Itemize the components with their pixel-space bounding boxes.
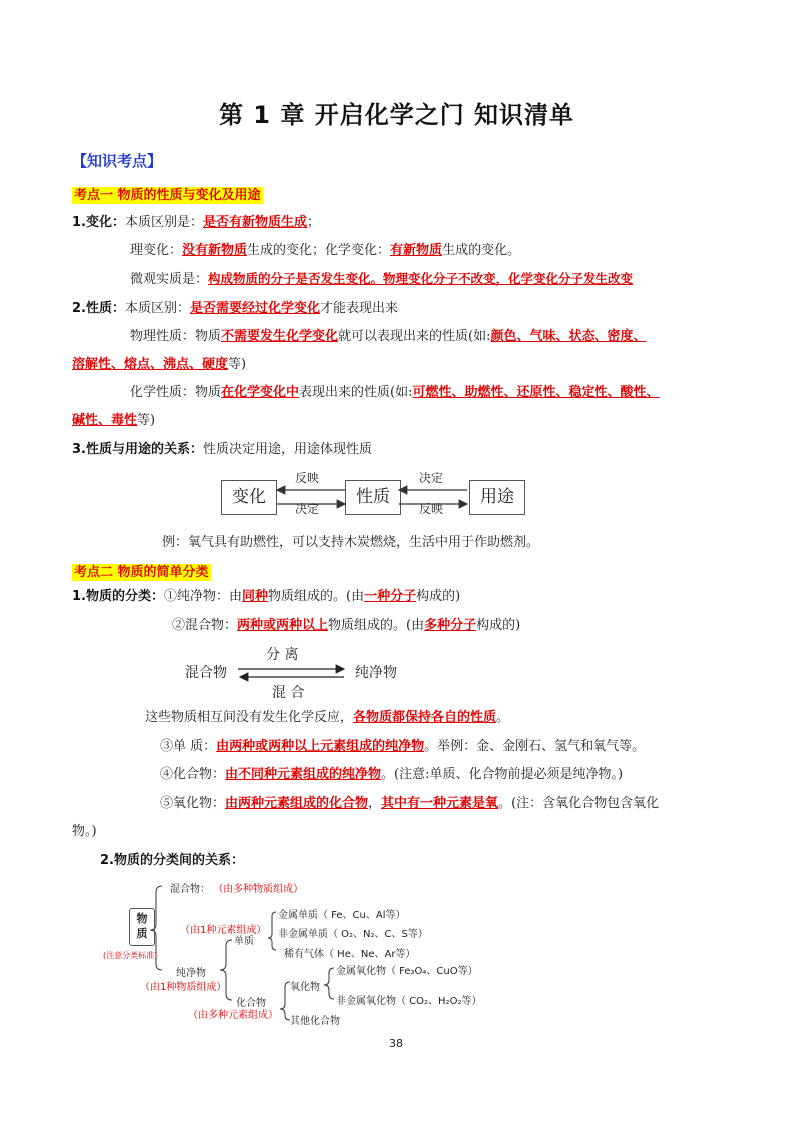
label-top-left: 反映 (295, 471, 320, 485)
huaxue-p2: 表现出来的性质(如: (299, 385, 413, 400)
danzhi-line (160, 738, 645, 756)
tree-root-note: (注意分类标准) (103, 951, 158, 960)
fenlei-label: 1.物质的分类： (72, 589, 164, 604)
micro-k1: 构成物质的分子是否发生变化。物理变化分子不改变，化学变化分子发生改变 (208, 271, 634, 286)
relation-label: 3.性质与用途的关系： (72, 442, 203, 457)
xingzhi-label: 2.性质： (72, 301, 125, 316)
wuli-line1 (130, 328, 647, 346)
hunhe-p1: ②混合物： (172, 618, 238, 633)
relation-line (72, 441, 372, 459)
micro-line (130, 270, 633, 289)
bianhua-key: 是否有新物质生成 (203, 215, 308, 230)
wuli-p3: 等) (228, 357, 247, 372)
topic2-heading: 考点二 物质的简单分类 (74, 565, 209, 580)
wuli-p2: 就可以表现出来的性质(如: (338, 329, 491, 344)
huaxue-k2: 可燃性、助燃性、还原性、稳定性、酸性、 (412, 385, 660, 400)
box-bianhua: 变化 (221, 480, 277, 515)
huaxue-line2 (72, 412, 155, 430)
tree-mixture-note: （由多种物质组成） (213, 884, 304, 895)
no-reaction-line (145, 709, 509, 727)
topic1-heading: 考点一 物质的性质与变化及用途 (74, 188, 261, 203)
sep-left: 混合物 (185, 665, 227, 681)
hunhe-p2: 物质组成的。(由 (328, 618, 425, 633)
fenlei-k1: 同种 (242, 589, 269, 604)
wuli-k2: 颜色、气味、状态、密度、 (490, 329, 647, 344)
micro-p1: 微观实质是： (130, 272, 209, 287)
fenlei-k2: 一种分子 (364, 589, 417, 604)
tree-root-line2: 质 (136, 927, 148, 940)
sep-top: 分 离 (266, 647, 299, 663)
danzhi-p1: ③单 质： (160, 739, 217, 754)
phys-change-k2: 有新物质 (390, 243, 443, 258)
yanghuawu-k2: 其中有一种元素是氧 (381, 796, 499, 811)
huaxue-line1 (130, 384, 660, 402)
wuli-k1: 不需要发生化学变化 (221, 329, 339, 344)
bianhua-intro: 本质区别是： (124, 215, 203, 230)
huahewu-p2: 。(注意:单质、化合物前提必须是纯净物。) (381, 767, 624, 782)
huaxue-k3: 碱性、毒性 (72, 413, 138, 428)
yanghuawu-p3: 。(注：含氧化合物包含氧化 (498, 796, 660, 811)
phys-change-line (130, 242, 520, 260)
wuli-line2 (72, 356, 246, 374)
wuli-k3: 溶解性、熔点、沸点、硬度 (72, 357, 229, 372)
section-header: 【知识考点】 (72, 152, 163, 170)
bianhua-end: ； (307, 215, 321, 230)
tree-metal: 金属单质（ Fe、Cu、Al等） (278, 910, 406, 921)
tree-mixture (170, 880, 303, 895)
label-bottom-right: 反映 (419, 502, 444, 516)
huaxue-p3: 等) (137, 413, 156, 428)
yanghuawu-k1: 由两种元素组成的化合物 (225, 796, 369, 811)
xingzhi-end: 才能表现出来 (320, 301, 399, 316)
sep-arrows (236, 664, 348, 682)
tree-nonmetal: 非金属单质（ O₂、N₂、C、S等） (278, 929, 428, 940)
no-reaction-p2: 。 (496, 710, 510, 725)
huahewu-p1: ④化合物： (160, 767, 226, 782)
yanghuawu-line (160, 795, 659, 813)
box-yongtu: 用途 (469, 480, 525, 515)
xingzhi-line (72, 300, 398, 318)
topic1-heading-wrap (72, 184, 263, 203)
relation-title: 2.物质的分类间的关系： (100, 853, 244, 868)
hunhe-k2: 多种分子 (424, 618, 477, 633)
tree-oxide: 氧化物 (290, 982, 320, 993)
tree-danzhi: 单质 (234, 936, 254, 947)
tree-rare: 稀有气体（ He、Ne、Ar等） (284, 949, 416, 960)
tree-root (129, 908, 155, 946)
tree-compound: 化合物 (236, 998, 266, 1009)
tree-root-line1: 物 (136, 912, 148, 925)
yanghuawu-p1: ⑤氧化物： (160, 796, 226, 811)
fenlei-p2: 物质组成的。(由 (268, 589, 365, 604)
tree-pure-note: （由1种物质组成） (140, 982, 227, 993)
tree-nonmetal-oxide: 非金属氧化物（ CO₂、H₂O₂等） (336, 996, 482, 1007)
huaxue-p1: 化学性质：物质 (130, 385, 222, 400)
box-xingzhi: 性质 (345, 480, 401, 515)
no-reaction-k1: 各物质都保持各自的性质 (353, 710, 497, 725)
no-reaction-p1: 这些物质相互间没有发生化学反应， (145, 710, 354, 725)
phys-change-p3: 生成的变化。 (442, 243, 521, 258)
danzhi-p2: 。举例：金、金刚石、氢气和氧气等。 (424, 739, 646, 754)
relation-text: 性质决定用途，用途体现性质 (202, 442, 372, 457)
sep-right: 纯净物 (355, 665, 397, 681)
tree-element-note: （由1种元素组成） (180, 925, 267, 936)
label-top-right: 决定 (419, 471, 444, 485)
huahewu-line (160, 766, 623, 784)
phys-change-p1: 理变化： (130, 243, 183, 258)
hunhe-line (172, 617, 520, 635)
page-title: 第 1 章 开启化学之门 知识清单 (218, 101, 575, 129)
hunhe-p3: 构成的) (476, 618, 521, 633)
xingzhi-key: 是否需要经过化学变化 (190, 301, 321, 316)
phys-change-k1: 没有新物质 (182, 243, 248, 258)
hunhe-k1: 两种或两种以上 (237, 618, 329, 633)
yanghuawu-line2: 物。) (72, 824, 97, 839)
bianhua-line (72, 214, 320, 232)
tree-mixture-label: 混合物： (170, 884, 210, 895)
wuli-p1: 物理性质：物质 (130, 329, 222, 344)
label-bottom-left: 决定 (295, 502, 320, 516)
phys-change-p2: 生成的变化；化学变化： (247, 243, 391, 258)
fenlei-p3: 构成的) (416, 589, 461, 604)
xingzhi-intro: 本质区别： (124, 301, 190, 316)
tree-metal-oxide: 金属氧化物（ Fe₃O₄、CuO等） (336, 966, 478, 977)
tree-compound-note: （由多种元素组成） (188, 1010, 278, 1021)
yanghuawu-p2: ， (368, 796, 382, 811)
sep-bottom: 混 合 (272, 685, 305, 701)
fenlei-line (72, 588, 460, 606)
page-number: 38 (389, 1037, 403, 1050)
huahewu-k1: 由不同种元素组成的纯净物 (225, 767, 382, 782)
bianhua-label: 1.变化： (72, 215, 125, 230)
tree-pure: 纯净物 (176, 968, 206, 979)
tree-other: 其他化合物 (290, 1016, 340, 1027)
topic2-heading-wrap (72, 561, 211, 580)
huaxue-k1: 在化学变化中 (221, 385, 300, 400)
danzhi-k1: 由两种或两种以上元素组成的纯净物 (216, 739, 425, 754)
fenlei-p1: ①纯净物：由 (163, 589, 242, 604)
example-line: 例：氧气具有助燃性，可以支持木炭燃烧，生活中用于作助燃剂。 (162, 535, 540, 550)
